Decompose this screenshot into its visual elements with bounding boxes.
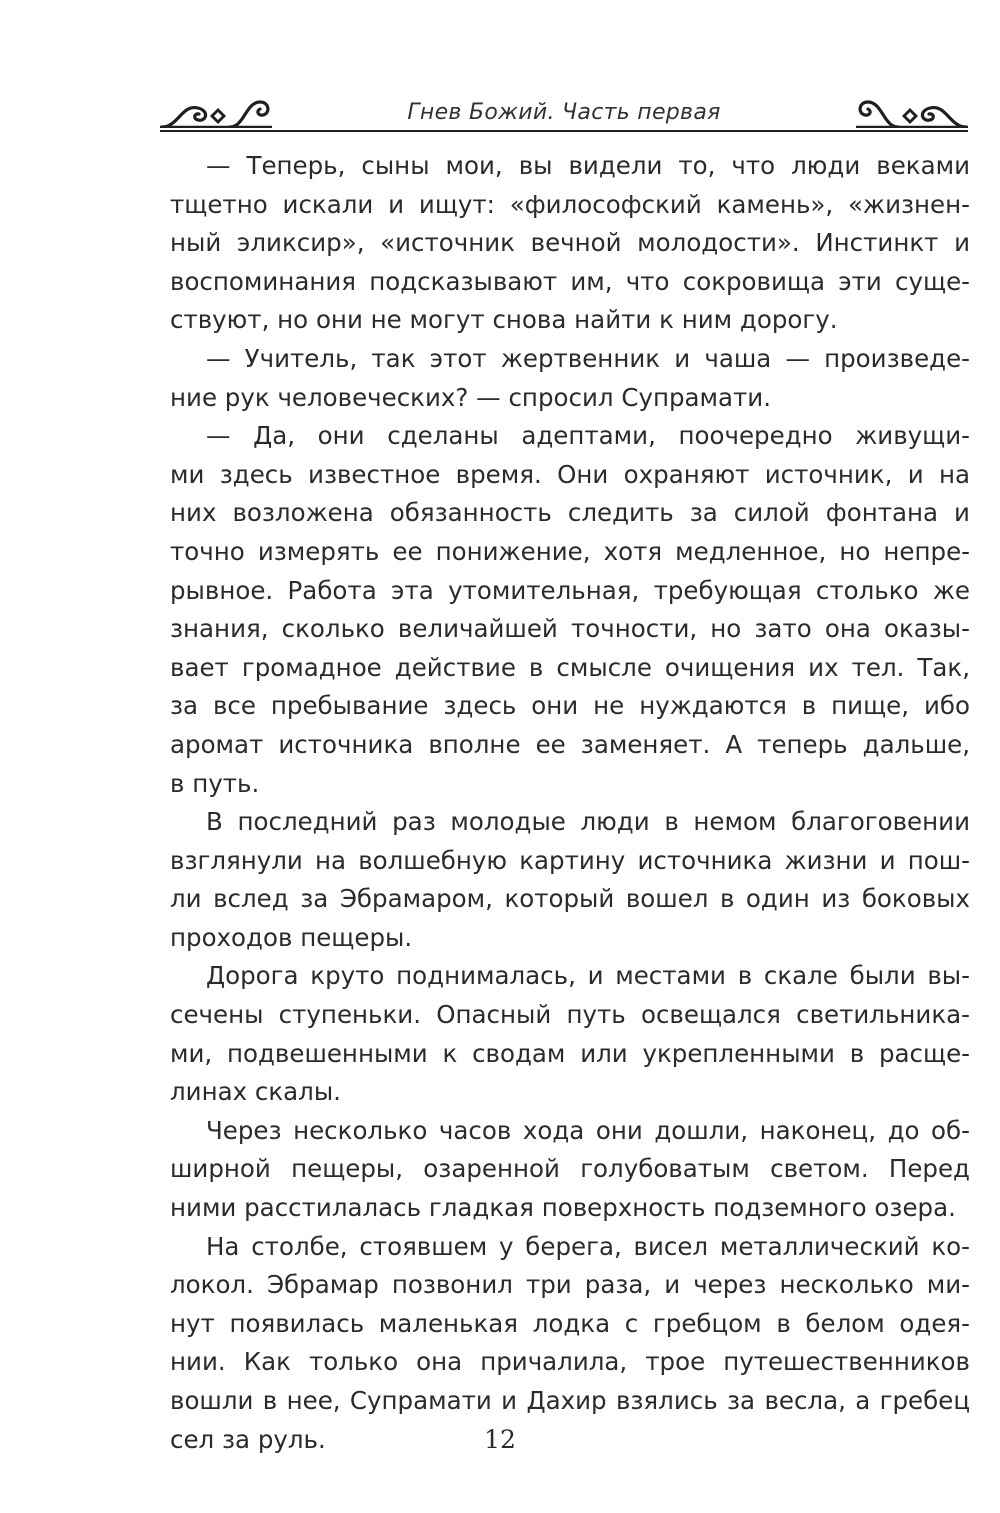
text-line: линах скалы.: [170, 1077, 341, 1107]
paragraph: [170, 957, 970, 1111]
text-line: ширной пещеры, озаренной голубоватым светом. Перед: [170, 1154, 970, 1184]
text-line: Дорога круто поднималась, и местами в скале были вы-: [206, 961, 970, 991]
text-line: нии. Как только она причалила, трое путешественников: [170, 1347, 970, 1377]
text-line: локол. Эбрамар позвонил три раза, и через несколько ми-: [170, 1270, 970, 1300]
paragraph: [170, 340, 970, 417]
header-rule: [160, 130, 968, 132]
text-line: в путь.: [170, 768, 260, 798]
text-line: нут появилась маленькая лодка с гребцом в белом одея-: [170, 1308, 970, 1338]
page-number: 12: [484, 1425, 516, 1454]
text-line: взглянули на волшебную картину источника жизни и пош-: [170, 845, 970, 875]
text-line: — Учитель, так этот жертвенник и чаша — произведе-: [206, 343, 970, 373]
text-line: Через несколько часов хода они дошли, наконец, до об-: [206, 1115, 970, 1145]
text-line: знания, сколько величайшей точности, но зато она оказы-: [170, 614, 970, 644]
text-line: сел за руль.: [170, 1424, 326, 1454]
right-ornament-icon: [856, 94, 968, 128]
text-line: В последний раз молодые люди в немом благоговении: [206, 807, 970, 837]
text-line: точно измерять ее понижение, хотя медленное, но непре-: [170, 536, 970, 566]
paragraph: [170, 417, 970, 803]
text-line: ствуют, но они не могут снова найти к ним дорогу.: [170, 305, 838, 335]
text-line: ми здесь известное время. Они охраняют источник, и на: [170, 459, 970, 489]
text-line: тщетно искали и ищут: «философский камень», «жизнен-: [170, 189, 970, 219]
text-line: рывное. Работа эта утомительная, требующая столько же: [170, 575, 970, 605]
text-line: вошли в нее, Супрамати и Дахир взялись за весла, а гребец: [170, 1386, 970, 1415]
text-line: ли вслед за Эбрамаром, который вошел в один из боковых: [170, 884, 970, 914]
text-line: проходов пещеры.: [170, 922, 413, 952]
text-line: ми, подвешенными к сводам или укрепленными в расще-: [170, 1038, 970, 1068]
paragraph: [170, 1112, 970, 1228]
paragraph: [170, 803, 970, 957]
text-line: ними расстилалась гладкая поверхность подземного озера.: [170, 1193, 956, 1223]
text-line: аромат источника вполне ее заменяет. А теперь дальше,: [170, 729, 970, 759]
text-line: за все пребывание здесь они не нуждаются в пище, ибо: [170, 691, 970, 721]
body-text: [170, 147, 970, 1459]
text-line: воспоминания подсказывают им, что сокровища эти суще-: [170, 266, 970, 296]
running-head: [160, 88, 968, 148]
text-line: На столбе, стоявшем у берега, висел металлический ко-: [206, 1231, 970, 1261]
text-line: вает громадное действие в смысле очищения их тел. Так,: [170, 652, 970, 682]
text-line: ние рук человеческих? — спросил Супрамати.: [170, 382, 772, 412]
running-head-title: Гнев Божий. Часть первая: [407, 100, 721, 125]
text-line: — Да, они сделаны адептами, поочередно живущи-: [206, 421, 970, 451]
text-line: них возложена обязанность следить за силой фонтана и: [170, 498, 970, 528]
text-line: ный эликсир», «источник вечной молодости». Инстинкт и: [170, 228, 970, 258]
paragraph: [170, 147, 970, 340]
text-line: сечены ступеньки. Опасный путь освещался светильника-: [170, 1000, 970, 1030]
text-line: — Теперь, сыны мои, вы видели то, что люди веками: [206, 151, 970, 180]
